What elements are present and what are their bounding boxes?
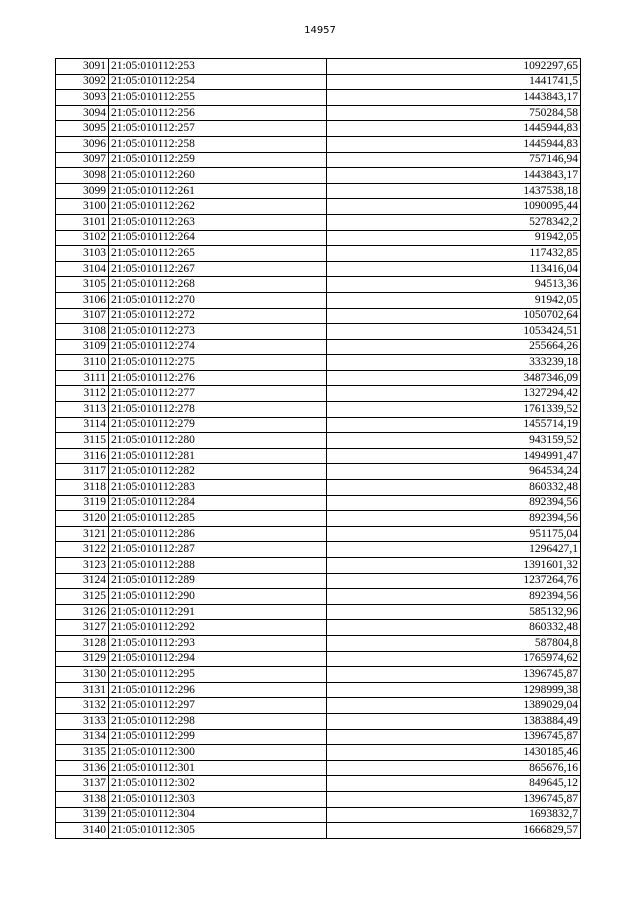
- cadastral-number-cell: 21:05:010112:296: [109, 682, 327, 698]
- table-row: [56, 791, 581, 807]
- table-row: [56, 480, 581, 496]
- cadastral-value-cell: 951175,04: [327, 526, 581, 542]
- row-number-cell: 3116: [56, 448, 109, 464]
- cadastral-number-cell: 21:05:010112:290: [109, 589, 327, 605]
- table-row: [56, 651, 581, 667]
- cadastral-value-cell: 1389029,04: [327, 698, 581, 714]
- cadastral-number-cell: 21:05:010112:276: [109, 370, 327, 386]
- cadastral-number-cell: 21:05:010112:304: [109, 807, 327, 823]
- cadastral-number-cell: 21:05:010112:259: [109, 152, 327, 168]
- row-number-cell: 3098: [56, 168, 109, 184]
- cadastral-value-cell: 113416,04: [327, 261, 581, 277]
- table-row: [56, 698, 581, 714]
- table-row: [56, 713, 581, 729]
- cadastral-value-cell: 1298999,38: [327, 682, 581, 698]
- table-row: [56, 589, 581, 605]
- row-number-cell: 3135: [56, 745, 109, 761]
- table-row: [56, 682, 581, 698]
- cadastral-number-cell: 21:05:010112:280: [109, 433, 327, 449]
- row-number-cell: 3101: [56, 214, 109, 230]
- cadastral-number-cell: 21:05:010112:291: [109, 604, 327, 620]
- cadastral-number-cell: 21:05:010112:294: [109, 651, 327, 667]
- cadastral-number-cell: 21:05:010112:253: [109, 59, 327, 75]
- cadastral-number-cell: 21:05:010112:283: [109, 480, 327, 496]
- cadastral-value-cell: 750284,58: [327, 105, 581, 121]
- table-row: [56, 90, 581, 106]
- cadastral-value-cell: 860332,48: [327, 480, 581, 496]
- cadastral-value-cell: 1437538,18: [327, 183, 581, 199]
- table-row: [56, 745, 581, 761]
- cadastral-value-cell: 91942,05: [327, 292, 581, 308]
- cadastral-value-cell: 1494991,47: [327, 448, 581, 464]
- cadastral-number-cell: 21:05:010112:257: [109, 121, 327, 137]
- table-row: [56, 417, 581, 433]
- cadastral-number-cell: 21:05:010112:289: [109, 573, 327, 589]
- cadastral-number-cell: 21:05:010112:268: [109, 277, 327, 293]
- page-number: 14957: [304, 25, 336, 36]
- cadastral-number-cell: 21:05:010112:254: [109, 74, 327, 90]
- row-number-cell: 3109: [56, 339, 109, 355]
- cadastral-number-cell: 21:05:010112:277: [109, 386, 327, 402]
- table-row: [56, 261, 581, 277]
- cadastral-value-cell: 892394,56: [327, 495, 581, 511]
- cadastral-value-cell: 1327294,42: [327, 386, 581, 402]
- table-row: [56, 246, 581, 262]
- table-row: [56, 152, 581, 168]
- cadastral-value-cell: 333239,18: [327, 355, 581, 371]
- cadastral-number-cell: 21:05:010112:301: [109, 760, 327, 776]
- cadastral-value-cell: 860332,48: [327, 620, 581, 636]
- cadastral-value-cell: 1296427,1: [327, 542, 581, 558]
- table-row: [56, 277, 581, 293]
- table-row: [56, 214, 581, 230]
- cadastral-number-cell: 21:05:010112:275: [109, 355, 327, 371]
- row-number-cell: 3139: [56, 807, 109, 823]
- cadastral-value-cell: 1396745,87: [327, 791, 581, 807]
- table-row: [56, 823, 581, 839]
- cadastral-number-cell: 21:05:010112:292: [109, 620, 327, 636]
- row-number-cell: 3111: [56, 370, 109, 386]
- row-number-cell: 3120: [56, 511, 109, 527]
- table-row: [56, 74, 581, 90]
- row-number-cell: 3091: [56, 59, 109, 75]
- cadastral-value-cell: 865676,16: [327, 760, 581, 776]
- table-row: [56, 511, 581, 527]
- row-number-cell: 3126: [56, 604, 109, 620]
- cadastral-number-cell: 21:05:010112:282: [109, 464, 327, 480]
- row-number-cell: 3096: [56, 136, 109, 152]
- table-row: [56, 168, 581, 184]
- cadastral-number-cell: 21:05:010112:297: [109, 698, 327, 714]
- cadastral-value-cell: 1090095,44: [327, 199, 581, 215]
- cadastral-value-cell: 1396745,87: [327, 667, 581, 683]
- cadastral-value-cell: 1693832,7: [327, 807, 581, 823]
- cadastral-value-cell: 1445944,83: [327, 136, 581, 152]
- cadastral-value-cell: 849645,12: [327, 776, 581, 792]
- table-row: [56, 667, 581, 683]
- row-number-cell: 3106: [56, 292, 109, 308]
- row-number-cell: 3125: [56, 589, 109, 605]
- cadastral-value-cell: 964534,24: [327, 464, 581, 480]
- row-number-cell: 3137: [56, 776, 109, 792]
- table-row: [56, 433, 581, 449]
- cadastral-value-cell: 91942,05: [327, 230, 581, 246]
- row-number-cell: 3119: [56, 495, 109, 511]
- cadastral-number-cell: 21:05:010112:264: [109, 230, 327, 246]
- table-row: [56, 355, 581, 371]
- cadastral-value-cell: 1445944,83: [327, 121, 581, 137]
- cadastral-value-cell: 892394,56: [327, 589, 581, 605]
- cadastral-number-cell: 21:05:010112:286: [109, 526, 327, 542]
- table-row: [56, 604, 581, 620]
- cadastral-number-cell: 21:05:010112:267: [109, 261, 327, 277]
- table-row: [56, 542, 581, 558]
- row-number-cell: 3104: [56, 261, 109, 277]
- cadastral-value-cell: 587804,8: [327, 635, 581, 651]
- row-number-cell: 3134: [56, 729, 109, 745]
- table-row: [56, 199, 581, 215]
- row-number-cell: 3102: [56, 230, 109, 246]
- table-row: [56, 105, 581, 121]
- row-number-cell: 3097: [56, 152, 109, 168]
- row-number-cell: 3138: [56, 791, 109, 807]
- row-number-cell: 3092: [56, 74, 109, 90]
- cadastral-number-cell: 21:05:010112:273: [109, 324, 327, 340]
- cadastral-number-cell: 21:05:010112:305: [109, 823, 327, 839]
- cadastral-value-cell: 1443843,17: [327, 168, 581, 184]
- cadastral-number-cell: 21:05:010112:258: [109, 136, 327, 152]
- row-number-cell: 3118: [56, 480, 109, 496]
- row-number-cell: 3115: [56, 433, 109, 449]
- row-number-cell: 3129: [56, 651, 109, 667]
- table-row: [56, 495, 581, 511]
- table-row: [56, 386, 581, 402]
- row-number-cell: 3100: [56, 199, 109, 215]
- row-number-cell: 3136: [56, 760, 109, 776]
- table-row: [56, 760, 581, 776]
- cadastral-number-cell: 21:05:010112:261: [109, 183, 327, 199]
- cadastral-value-cell: 585132,96: [327, 604, 581, 620]
- row-number-cell: 3121: [56, 526, 109, 542]
- cadastral-value-cell: 1092297,65: [327, 59, 581, 75]
- cadastral-number-cell: 21:05:010112:295: [109, 667, 327, 683]
- cadastral-number-cell: 21:05:010112:302: [109, 776, 327, 792]
- cadastral-number-cell: 21:05:010112:300: [109, 745, 327, 761]
- table-row: [56, 558, 581, 574]
- table-row: [56, 776, 581, 792]
- table-row: [56, 324, 581, 340]
- row-number-cell: 3124: [56, 573, 109, 589]
- cadastral-number-cell: 21:05:010112:260: [109, 168, 327, 184]
- table-row: [56, 448, 581, 464]
- cadastral-value-cell: 943159,52: [327, 433, 581, 449]
- cadastral-number-cell: 21:05:010112:293: [109, 635, 327, 651]
- row-number-cell: 3130: [56, 667, 109, 683]
- table-body: [56, 59, 581, 839]
- table-row: [56, 230, 581, 246]
- table-row: [56, 121, 581, 137]
- cadastral-number-cell: 21:05:010112:265: [109, 246, 327, 262]
- row-number-cell: 3094: [56, 105, 109, 121]
- table-row: [56, 292, 581, 308]
- cadastral-number-cell: 21:05:010112:298: [109, 713, 327, 729]
- row-number-cell: 3105: [56, 277, 109, 293]
- table-row: [56, 402, 581, 418]
- row-number-cell: 3140: [56, 823, 109, 839]
- row-number-cell: 3103: [56, 246, 109, 262]
- table-row: [56, 526, 581, 542]
- row-number-cell: 3113: [56, 402, 109, 418]
- cadastral-value-cell: 255664,26: [327, 339, 581, 355]
- cadastral-number-cell: 21:05:010112:288: [109, 558, 327, 574]
- table-row: [56, 635, 581, 651]
- table-row: [56, 464, 581, 480]
- row-number-cell: 3108: [56, 324, 109, 340]
- cadastral-value-cell: 1443843,17: [327, 90, 581, 106]
- row-number-cell: 3132: [56, 698, 109, 714]
- cadastral-value-cell: 3487346,09: [327, 370, 581, 386]
- table-row: [56, 136, 581, 152]
- cadastral-value-cell: 1761339,52: [327, 402, 581, 418]
- cadastral-value-cell: 1441741,5: [327, 74, 581, 90]
- cadastral-number-cell: 21:05:010112:270: [109, 292, 327, 308]
- cadastral-number-cell: 21:05:010112:287: [109, 542, 327, 558]
- row-number-cell: 3122: [56, 542, 109, 558]
- table-row: [56, 183, 581, 199]
- cadastral-value-cell: 757146,94: [327, 152, 581, 168]
- row-number-cell: 3095: [56, 121, 109, 137]
- row-number-cell: 3099: [56, 183, 109, 199]
- cadastral-number-cell: 21:05:010112:262: [109, 199, 327, 215]
- row-number-cell: 3133: [56, 713, 109, 729]
- cadastral-value-cell: 1053424,51: [327, 324, 581, 340]
- cadastral-number-cell: 21:05:010112:255: [109, 90, 327, 106]
- cadastral-value-cell: 5278342,2: [327, 214, 581, 230]
- cadastral-value-cell: 1765974,62: [327, 651, 581, 667]
- cadastral-number-cell: 21:05:010112:278: [109, 402, 327, 418]
- cadastral-value-cell: 1430185,46: [327, 745, 581, 761]
- cadastral-value-cell: 1237264,76: [327, 573, 581, 589]
- row-number-cell: 3123: [56, 558, 109, 574]
- row-number-cell: 3112: [56, 386, 109, 402]
- cadastral-value-cell: 892394,56: [327, 511, 581, 527]
- cadastral-value-cell: 94513,36: [327, 277, 581, 293]
- table-row: [56, 308, 581, 324]
- table-row: [56, 729, 581, 745]
- cadastral-value-cell: 1455714,19: [327, 417, 581, 433]
- cadastral-number-cell: 21:05:010112:284: [109, 495, 327, 511]
- cadastral-number-cell: 21:05:010112:279: [109, 417, 327, 433]
- row-number-cell: 3131: [56, 682, 109, 698]
- table-row: [56, 339, 581, 355]
- cadastral-value-cell: 117432,85: [327, 246, 581, 262]
- row-number-cell: 3128: [56, 635, 109, 651]
- table-row: [56, 573, 581, 589]
- cadastral-number-cell: 21:05:010112:272: [109, 308, 327, 324]
- table-row: [56, 59, 581, 75]
- table-row: [56, 620, 581, 636]
- row-number-cell: 3110: [56, 355, 109, 371]
- cadastral-number-cell: 21:05:010112:274: [109, 339, 327, 355]
- table-row: [56, 370, 581, 386]
- cadastral-value-cell: 1383884,49: [327, 713, 581, 729]
- table-row: [56, 807, 581, 823]
- cadastral-value-cell: 1396745,87: [327, 729, 581, 745]
- cadastral-number-cell: 21:05:010112:263: [109, 214, 327, 230]
- cadastral-number-cell: 21:05:010112:256: [109, 105, 327, 121]
- cadastral-number-cell: 21:05:010112:299: [109, 729, 327, 745]
- cadastral-value-cell: 1666829,57: [327, 823, 581, 839]
- row-number-cell: 3127: [56, 620, 109, 636]
- parcel-value-table: [55, 58, 581, 839]
- row-number-cell: 3114: [56, 417, 109, 433]
- cadastral-number-cell: 21:05:010112:281: [109, 448, 327, 464]
- cadastral-value-cell: 1391601,32: [327, 558, 581, 574]
- cadastral-value-cell: 1050702,64: [327, 308, 581, 324]
- cadastral-number-cell: 21:05:010112:303: [109, 791, 327, 807]
- row-number-cell: 3117: [56, 464, 109, 480]
- row-number-cell: 3093: [56, 90, 109, 106]
- row-number-cell: 3107: [56, 308, 109, 324]
- cadastral-number-cell: 21:05:010112:285: [109, 511, 327, 527]
